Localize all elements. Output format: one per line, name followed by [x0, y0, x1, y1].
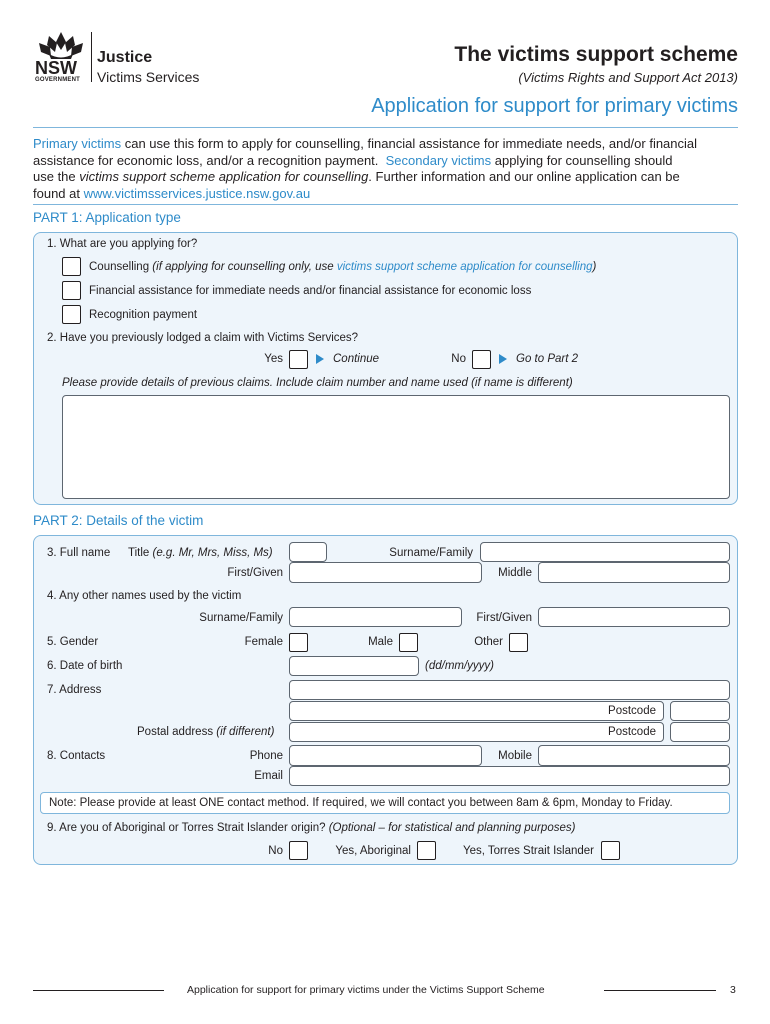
other-gender-label: Other	[474, 636, 503, 648]
intro-text: can use this form to apply for counselling, financial assistance for immediate needs, and/or financial	[121, 136, 698, 151]
other-surname-label: Surname/Family	[199, 612, 283, 624]
q1-label: 1. What are you applying for?	[47, 238, 198, 250]
counselling-checkbox[interactable]	[62, 257, 81, 276]
other-first-name-label: First/Given	[476, 612, 532, 624]
q9-label-group	[47, 822, 575, 834]
dob-format-hint: (dd/mm/yyyy)	[425, 660, 494, 672]
q4-label: 4. Any other names used by the victim	[47, 590, 242, 602]
title-input[interactable]	[289, 542, 327, 562]
surname-label: Surname/Family	[389, 547, 473, 559]
counselling-note: (if applying for counselling only, use	[149, 261, 337, 273]
previous-claims-details-textarea[interactable]	[62, 395, 730, 499]
other-first-name-input[interactable]	[538, 607, 730, 627]
intro-paragraph	[33, 136, 738, 202]
q3-label: 3. Full name	[47, 547, 111, 559]
date-of-birth-input[interactable]	[289, 656, 419, 676]
q9-torres-strait-checkbox[interactable]	[601, 841, 620, 860]
surname-input[interactable]	[480, 542, 730, 562]
financial-assistance-checkbox[interactable]	[62, 281, 81, 300]
intro-text: use the	[33, 169, 80, 184]
arrow-right-icon	[499, 354, 507, 364]
email-input[interactable]	[289, 766, 730, 786]
website-link[interactable]: www.victimsservices.justice.nsw.gov.au	[83, 185, 311, 201]
footer-rule-left	[33, 990, 164, 991]
intro-line-3	[33, 169, 738, 186]
contact-note-box	[40, 792, 730, 814]
q8-label: 8. Contacts	[47, 750, 106, 762]
female-label: Female	[244, 636, 283, 648]
intro-rule	[33, 204, 738, 205]
title-label: Title	[128, 547, 150, 559]
q9-note: (Optional – for statistical and planning purposes)	[325, 822, 576, 834]
q9-aboriginal-checkbox[interactable]	[417, 841, 436, 860]
postal-address-label-group	[137, 726, 274, 738]
title-example: (e.g. Mr, Mrs, Miss, Ms)	[149, 547, 273, 559]
counselling-option	[89, 261, 596, 273]
counselling-label: Counselling	[89, 261, 150, 273]
phone-input[interactable]	[289, 745, 482, 766]
postal-address-label: Postal address	[137, 726, 214, 738]
postal-postcode-overlay	[289, 722, 664, 742]
q5-label: 5. Gender	[47, 636, 99, 648]
contact-note-text: Note: Please provide at least ONE contact method. If required, we will contact you between 8am & 6pm, Monday to Friday.	[49, 797, 673, 809]
logo-nsw-text: NSW	[35, 58, 77, 78]
recognition-payment-label: Recognition payment	[89, 309, 198, 321]
q7-label: 7. Address	[47, 684, 102, 696]
q6-label: 6. Date of birth	[47, 660, 123, 672]
other-surname-input[interactable]	[289, 607, 462, 627]
postal-postcode-label: Postcode	[608, 726, 656, 738]
male-checkbox[interactable]	[399, 633, 418, 652]
form-title: Application for support for primary victims	[371, 95, 738, 117]
postcode-input[interactable]	[670, 701, 730, 721]
counselling-form-link[interactable]: victims support scheme application for counselling	[336, 261, 593, 273]
middle-name-input[interactable]	[538, 562, 730, 583]
postal-address-note: (if different)	[213, 726, 275, 738]
logo-unit-text: Victims Services	[97, 69, 200, 85]
address-line-1-input[interactable]	[289, 680, 730, 700]
q9-aboriginal-label: Yes, Aboriginal	[335, 845, 411, 857]
intro-line-1	[33, 136, 738, 153]
primary-victims-link[interactable]: Primary victims	[33, 136, 122, 151]
page-number: 3	[730, 984, 736, 996]
address-postcode-overlay	[289, 701, 664, 721]
waratah-icon	[35, 30, 87, 60]
intro-text: assistance for economic loss, and/or a recognition payment.	[33, 152, 379, 168]
previous-claim-no-checkbox[interactable]	[472, 350, 491, 369]
q2-label: 2. Have you previously lodged a claim with Victims Services?	[47, 332, 359, 344]
postcode-label: Postcode	[608, 705, 656, 717]
part1-heading: PART 1: Application type	[33, 210, 181, 225]
header-rule	[33, 127, 738, 128]
title-label-group	[128, 547, 273, 559]
footer-rule-right	[604, 990, 716, 991]
intro-text: . Further information and our online application can be	[368, 169, 680, 184]
phone-label: Phone	[249, 750, 283, 762]
counselling-note-end: )	[592, 261, 597, 273]
q9-no-label: No	[268, 845, 283, 857]
recognition-payment-checkbox[interactable]	[62, 305, 81, 324]
mobile-input[interactable]	[538, 745, 730, 766]
first-name-input[interactable]	[289, 562, 482, 583]
secondary-victims-link[interactable]: Secondary victims	[385, 152, 492, 168]
male-label: Male	[368, 636, 393, 648]
yes-label: Yes	[264, 353, 283, 365]
mobile-label: Mobile	[498, 750, 532, 762]
counselling-form-name: victims support scheme application for counselling	[79, 169, 369, 184]
intro-text: found at	[33, 185, 84, 201]
page-title: The victims support scheme	[454, 43, 738, 66]
arrow-right-icon	[316, 354, 324, 364]
intro-line-2	[33, 153, 738, 170]
intro-line-4	[33, 186, 738, 203]
go-to-part2-label: Go to Part 2	[516, 353, 579, 365]
logo-government-text: GOVERNMENT	[35, 77, 81, 83]
middle-name-label: Middle	[498, 567, 532, 579]
logo-dept-text: Justice	[97, 49, 153, 66]
page-subtitle: (Victims Rights and Support Act 2013)	[518, 70, 738, 85]
email-label: Email	[254, 770, 283, 782]
intro-text: applying for counselling should	[491, 152, 673, 168]
postal-postcode-input[interactable]	[670, 722, 730, 742]
part2-panel	[33, 535, 738, 865]
part2-heading: PART 2: Details of the victim	[33, 513, 204, 528]
financial-assistance-label: Financial assistance for immediate needs and/or financial assistance for economic loss	[89, 285, 532, 297]
female-checkbox[interactable]	[289, 633, 308, 652]
no-label: No	[451, 353, 466, 365]
q9-label: 9. Are you of Aboriginal or Torres Strait Islander origin?	[47, 822, 326, 834]
other-gender-checkbox[interactable]	[509, 633, 528, 652]
nsw-logo	[33, 30, 208, 86]
logo-divider	[91, 32, 92, 82]
q9-no-checkbox[interactable]	[289, 841, 308, 860]
footer-text: Application for support for primary victims under the Victims Support Scheme	[187, 984, 545, 996]
previous-claim-yes-checkbox[interactable]	[289, 350, 308, 369]
continue-label: Continue	[333, 353, 380, 365]
previous-claims-details-label: Please provide details of previous claims. Include claim number and name used (if name is different)	[62, 377, 573, 389]
q9-torres-strait-label: Yes, Torres Strait Islander	[462, 845, 594, 857]
first-name-label: First/Given	[227, 567, 283, 579]
